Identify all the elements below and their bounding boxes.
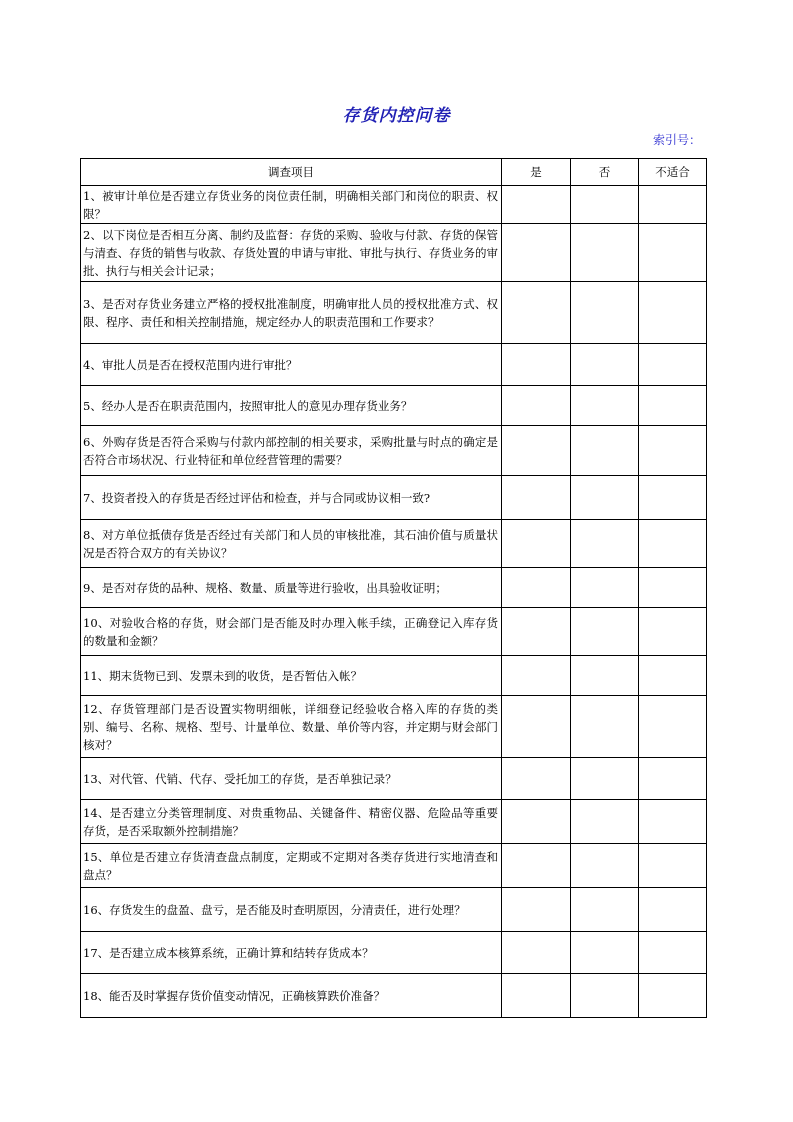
question-cell: [81, 888, 502, 932]
question-text: 2、以下岗位是否相互分离、制约及监督：存货的采购、验收与付款、存货的保管与清查、存货的销售与收款、存货处置的申请与审批、审批与执行、存货业务的审批、执行与相关会计记录；: [83, 227, 498, 278]
answer-na-cell[interactable]: [639, 476, 707, 520]
question-text: 7、投资者投入的存货是否经过评估和检查，并与合同或协议相一致?: [83, 490, 430, 505]
answer-na-cell[interactable]: [639, 888, 707, 932]
table-row: [81, 974, 707, 1018]
table-row: [81, 696, 707, 758]
table-row: [81, 608, 707, 656]
table-row: [81, 520, 707, 568]
question-text: 14、是否建立分类管理制度、对贵重物品、关键备件、精密仪器、危险品等重要存货，是否采取额外控制措施？: [83, 805, 498, 838]
table-row: [81, 476, 707, 520]
page-title: 存货内控问卷: [342, 106, 451, 126]
answer-yes-cell[interactable]: [502, 932, 571, 974]
header-na: 不适合: [639, 159, 707, 186]
answer-yes-cell[interactable]: [502, 186, 571, 224]
answer-na-cell[interactable]: [639, 386, 707, 426]
question-text: 5、经办人是否在职责范围内，按照审批人的意见办理存货业务？: [83, 398, 413, 413]
answer-no-cell[interactable]: [571, 386, 639, 426]
answer-no-cell[interactable]: [571, 608, 639, 656]
answer-na-cell[interactable]: [639, 932, 707, 974]
answer-yes-cell[interactable]: [502, 888, 571, 932]
answer-yes-cell[interactable]: [502, 696, 571, 758]
answer-yes-cell[interactable]: [502, 800, 571, 844]
question-cell: [81, 224, 502, 282]
question-text: 8、对方单位抵债存货是否经过有关部门和人员的审核批准，其石油价值与质量状况是否符合双方的有关协议？: [83, 527, 498, 560]
table-row: [81, 888, 707, 932]
header-row: [81, 159, 707, 186]
table-row: [81, 758, 707, 800]
table-row: [81, 800, 707, 844]
question-text: 15、单位是否建立存货清查盘点制度，定期或不定期对各类存货进行实地清查和盘点？: [83, 849, 498, 882]
answer-yes-cell[interactable]: [502, 568, 571, 608]
answer-yes-cell[interactable]: [502, 224, 571, 282]
answer-no-cell[interactable]: [571, 888, 639, 932]
question-cell: [81, 386, 502, 426]
header-yes: 是: [502, 159, 571, 186]
table-row: [81, 282, 707, 344]
question-cell: [81, 426, 502, 476]
answer-yes-cell[interactable]: [502, 386, 571, 426]
question-text: 13、对代管、代销、代存、受托加工的存货，是否单独记录？: [83, 771, 397, 786]
table-row: [81, 568, 707, 608]
answer-na-cell[interactable]: [639, 426, 707, 476]
answer-no-cell[interactable]: [571, 426, 639, 476]
answer-no-cell[interactable]: [571, 974, 639, 1018]
answer-yes-cell[interactable]: [502, 656, 571, 696]
answer-na-cell[interactable]: [639, 568, 707, 608]
answer-yes-cell[interactable]: [502, 520, 571, 568]
table-row: [81, 386, 707, 426]
answer-yes-cell[interactable]: [502, 608, 571, 656]
question-text: 9、是否对存货的品种、规格、数量、质量等进行验收，出具验收证明；: [83, 580, 447, 595]
question-cell: [81, 758, 502, 800]
question-cell: [81, 656, 502, 696]
header-item: 调查项目: [81, 159, 502, 186]
answer-na-cell[interactable]: [639, 186, 707, 224]
survey-table: [80, 158, 707, 1018]
index-number-label: 索引号：: [653, 133, 702, 147]
answer-na-cell[interactable]: [639, 974, 707, 1018]
table-row: [81, 224, 707, 282]
answer-no-cell[interactable]: [571, 476, 639, 520]
question-cell: [81, 282, 502, 344]
answer-na-cell[interactable]: [639, 696, 707, 758]
question-cell: [81, 344, 502, 386]
answer-yes-cell[interactable]: [502, 974, 571, 1018]
question-cell: [81, 932, 502, 974]
answer-no-cell[interactable]: [571, 520, 639, 568]
answer-na-cell[interactable]: [639, 520, 707, 568]
answer-no-cell[interactable]: [571, 696, 639, 758]
answer-no-cell[interactable]: [571, 844, 639, 888]
answer-no-cell[interactable]: [571, 282, 639, 344]
table-row: [81, 656, 707, 696]
answer-no-cell[interactable]: [571, 568, 639, 608]
answer-na-cell[interactable]: [639, 282, 707, 344]
header-no: 否: [571, 159, 639, 186]
question-cell: [81, 844, 502, 888]
answer-no-cell[interactable]: [571, 344, 639, 386]
question-text: 17、是否建立成本核算系统，正确计算和结转存货成本？: [83, 945, 374, 960]
answer-no-cell[interactable]: [571, 656, 639, 696]
answer-no-cell[interactable]: [571, 186, 639, 224]
question-text: 16、存货发生的盘盈、盘亏，是否能及时查明原因，分清责任，进行处理？: [83, 902, 466, 917]
question-text: 6、外购存货是否符合采购与付款内部控制的相关要求，采购批量与时点的确定是否符合市场状况、行业特征和单位经营管理的需要？: [83, 434, 498, 467]
answer-na-cell[interactable]: [639, 800, 707, 844]
question-text: 10、对验收合格的存货，财会部门是否能及时办理入帐手续，正确登记入库存货的数量和金额？: [83, 615, 498, 648]
question-text: 1、被审计单位是否建立存货业务的岗位责任制，明确相关部门和岗位的职责、权限？: [83, 188, 498, 221]
question-text: 3、是否对存货业务建立严格的授权批准制度，明确审批人员的授权批准方式、权限、程序、责任和相关控制措施，规定经办人的职责范围和工作要求？: [83, 296, 498, 329]
question-cell: [81, 186, 502, 224]
answer-yes-cell[interactable]: [502, 344, 571, 386]
question-cell: [81, 974, 502, 1018]
table-row: [81, 344, 707, 386]
answer-yes-cell[interactable]: [502, 426, 571, 476]
question-cell: [81, 520, 502, 568]
question-cell: [81, 800, 502, 844]
survey-body: [81, 186, 707, 1018]
answer-yes-cell[interactable]: [502, 844, 571, 888]
answer-no-cell[interactable]: [571, 758, 639, 800]
table-row: [81, 186, 707, 224]
question-text: 11、期末货物已到、发票未到的收货，是否暂估入帐？: [83, 668, 363, 683]
question-cell: [81, 696, 502, 758]
answer-na-cell[interactable]: [639, 844, 707, 888]
answer-no-cell[interactable]: [571, 224, 639, 282]
question-text: 18、能否及时掌握存货价值变动情况，正确核算跌价准备？: [83, 988, 386, 1003]
answer-na-cell[interactable]: [639, 758, 707, 800]
answer-no-cell[interactable]: [571, 800, 639, 844]
table-row: [81, 932, 707, 974]
question-cell: [81, 476, 502, 520]
answer-na-cell[interactable]: [639, 344, 707, 386]
table-row: [81, 426, 707, 476]
answer-yes-cell[interactable]: [502, 282, 571, 344]
question-text: 4、审批人员是否在授权范围内进行审批？: [83, 357, 298, 372]
question-cell: [81, 568, 502, 608]
answer-na-cell[interactable]: [639, 224, 707, 282]
answer-na-cell[interactable]: [639, 656, 707, 696]
answer-yes-cell[interactable]: [502, 476, 571, 520]
question-cell: [81, 608, 502, 656]
answer-na-cell[interactable]: [639, 608, 707, 656]
table-row: [81, 844, 707, 888]
answer-no-cell[interactable]: [571, 932, 639, 974]
answer-yes-cell[interactable]: [502, 758, 571, 800]
question-text: 12、存货管理部门是否设置实物明细帐，详细登记经验收合格入库的存货的类别、编号、名称、规格、型号、计量单位、数量、单价等内容，并定期与财会部门核对？: [83, 701, 498, 752]
